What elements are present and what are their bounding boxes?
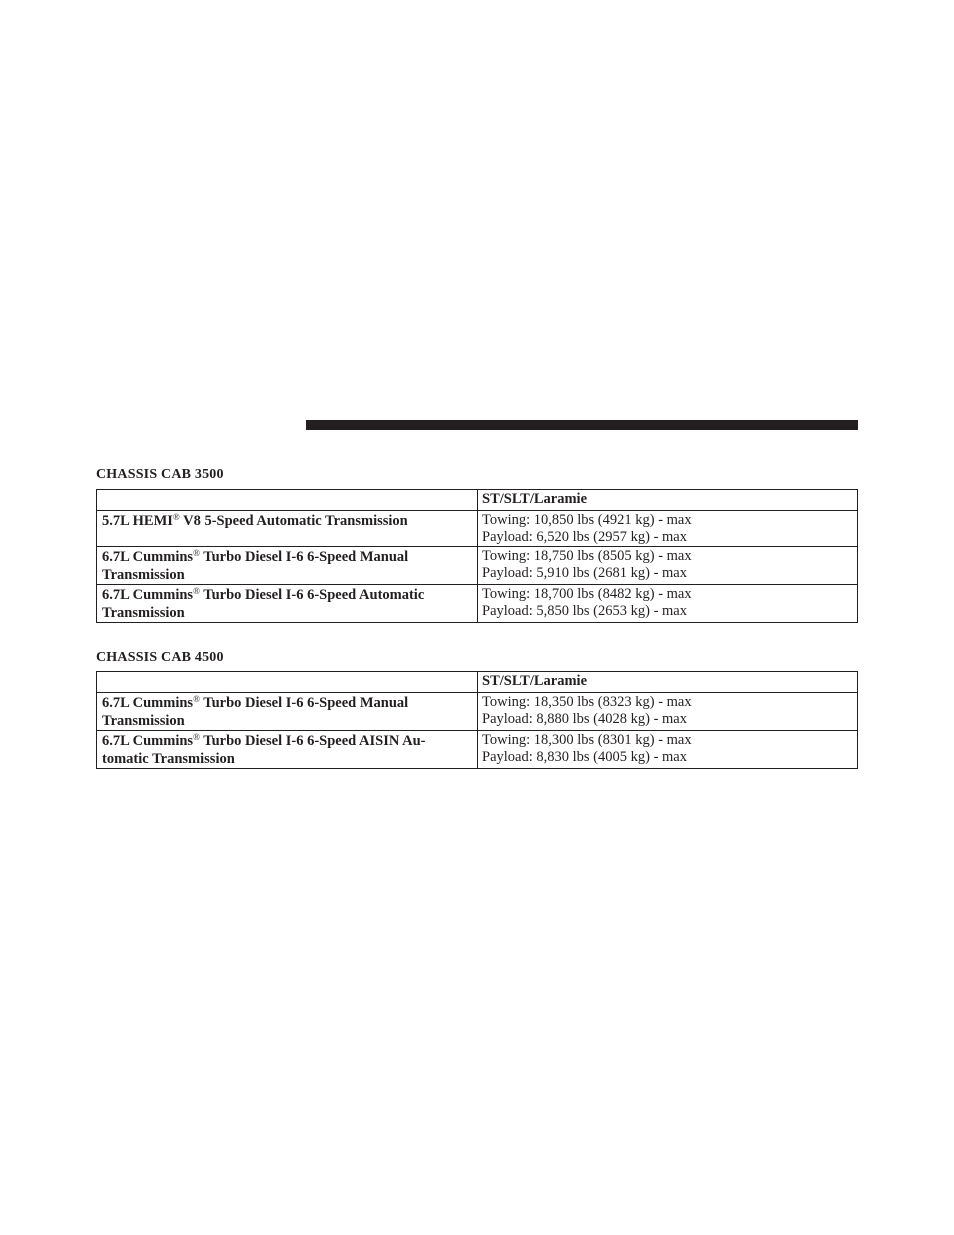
payload-value: Payload: 8,880 lbs (4028 kg) - max xyxy=(482,711,687,727)
engine-name-line2: Transmission xyxy=(102,713,185,729)
rating-cell xyxy=(478,693,858,731)
rating-cell xyxy=(478,731,858,769)
payload-value: Payload: 5,850 lbs (2653 kg) - max xyxy=(482,603,687,619)
engine-name-line2: tomatic Transmission xyxy=(102,751,235,767)
registered-mark: ® xyxy=(193,548,200,558)
header-rule xyxy=(306,420,858,430)
header-empty-cell xyxy=(97,672,478,693)
towing-value: Towing: 18,700 lbs (8482 kg) - max xyxy=(482,586,692,602)
engine-name: 6.7L Cummins xyxy=(102,695,194,711)
section-title-3500: CHASSIS CAB 3500 xyxy=(96,467,224,482)
payload-value: Payload: 6,520 lbs (2957 kg) - max xyxy=(482,529,687,545)
payload-value: Payload: 8,830 lbs (4005 kg) - max xyxy=(482,749,687,765)
table-row xyxy=(97,585,858,623)
engine-name-line1 xyxy=(102,549,473,567)
engine-name-line2: Transmission xyxy=(102,567,185,583)
engine-name: 6.7L Cummins xyxy=(102,587,194,603)
section-title-4500: CHASSIS CAB 4500 xyxy=(96,650,224,665)
engine-cell xyxy=(97,731,478,769)
engine-name-line1 xyxy=(102,513,473,531)
table-header-row xyxy=(97,490,858,511)
engine-name: 6.7L Cummins xyxy=(102,733,194,749)
table-row xyxy=(97,511,858,547)
registered-mark: ® xyxy=(193,732,200,742)
engine-cell xyxy=(97,511,478,547)
spec-table-4500 xyxy=(96,671,858,769)
rating-cell xyxy=(478,511,858,547)
table-header-row xyxy=(97,672,858,693)
engine-name-line2: Transmission xyxy=(102,605,185,621)
towing-value: Towing: 18,350 lbs (8323 kg) - max xyxy=(482,694,692,710)
engine-name-line1 xyxy=(102,733,473,751)
header-empty-cell xyxy=(97,490,478,511)
table-row xyxy=(97,547,858,585)
spec-table-3500 xyxy=(96,489,858,623)
registered-mark: ® xyxy=(193,694,200,704)
rating-cell xyxy=(478,585,858,623)
engine-cell xyxy=(97,693,478,731)
column-header-trim: ST/SLT/Laramie xyxy=(478,490,858,511)
engine-name-line1 xyxy=(102,587,473,605)
registered-mark: ® xyxy=(193,586,200,596)
registered-mark: ® xyxy=(172,512,180,522)
engine-desc: Turbo Diesel I-6 6-Speed Manual xyxy=(199,695,409,711)
towing-value: Towing: 10,850 lbs (4921 kg) - max xyxy=(482,512,692,528)
engine-name: 6.7L Cummins xyxy=(102,549,194,565)
towing-value: Towing: 18,300 lbs (8301 kg) - max xyxy=(482,732,692,748)
rating-cell xyxy=(478,547,858,585)
towing-value: Towing: 18,750 lbs (8505 kg) - max xyxy=(482,548,692,564)
engine-desc: V8 5-Speed Automatic Transmission xyxy=(179,513,408,529)
engine-desc: Turbo Diesel I-6 6-Speed Automatic xyxy=(199,587,425,603)
engine-name: 5.7L HEMI xyxy=(102,513,173,529)
table-row xyxy=(97,731,858,769)
engine-name-line1 xyxy=(102,695,473,713)
table-row xyxy=(97,693,858,731)
engine-desc: Turbo Diesel I-6 6-Speed AISIN Au- xyxy=(199,733,426,749)
engine-cell xyxy=(97,585,478,623)
engine-desc: Turbo Diesel I-6 6-Speed Manual xyxy=(199,549,409,565)
column-header-trim: ST/SLT/Laramie xyxy=(478,672,858,693)
engine-cell xyxy=(97,547,478,585)
payload-value: Payload: 5,910 lbs (2681 kg) - max xyxy=(482,565,687,581)
